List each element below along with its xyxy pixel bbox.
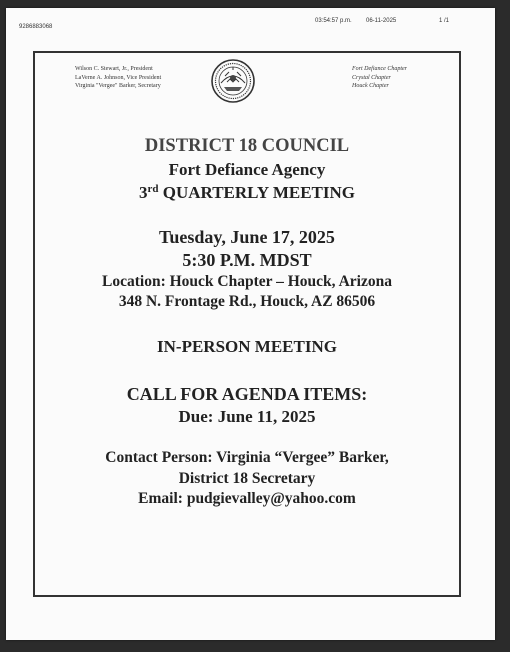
officer-vice-president: LaVerne A. Johnson, Vice President — [75, 74, 162, 81]
meeting-address: 348 N. Frontage Rd., Houck, AZ 86506 — [118, 293, 376, 310]
officer-secretary: Virginia "Vergee" Barker, Secretary — [75, 83, 161, 89]
faxed-document-page — [6, 8, 495, 640]
fax-page-count: 1 /1 — [439, 18, 450, 24]
chapters-list — [352, 65, 407, 91]
chapter-houck: Houck Chapter — [352, 83, 389, 89]
council-title: DISTRICT 18 COUNCIL — [144, 136, 350, 156]
meeting-title — [35, 181, 459, 204]
meeting-time: 5:30 P.M. MDST — [182, 250, 312, 270]
meeting-name: QUARTERLY MEETING — [158, 183, 355, 202]
fax-header-line — [6, 18, 495, 30]
meeting-date: Tuesday, June 17, 2025 — [159, 227, 335, 247]
contact-person: Contact Person: Virginia “Vergee” Barker, — [105, 449, 389, 466]
meeting-notice-body — [35, 135, 459, 510]
meeting-ordinal: 3 — [138, 183, 148, 202]
chapter-fort-defiance: Fort Defiance Chapter — [352, 66, 407, 72]
notice-border-frame — [33, 51, 461, 597]
contact-role: District 18 Secretary — [178, 469, 316, 487]
officer-president: Wilson C. Stewart, Jr., President — [75, 66, 153, 72]
officers-list — [75, 65, 161, 91]
agency-title: Fort Defiance Agency — [168, 160, 326, 179]
fax-number: 9286883068 — [19, 24, 53, 30]
fax-date: 06-11-2025 — [366, 18, 397, 24]
agenda-due-date: Due: June 11, 2025 — [178, 407, 316, 426]
meeting-ordinal-suffix: rd — [147, 183, 159, 195]
fax-time: 03:54:57 p.m. — [315, 18, 352, 24]
contact-email: Email: pudgievalley@yahoo.com — [138, 490, 356, 507]
navajo-nation-seal-icon — [211, 59, 255, 103]
agenda-call-heading: CALL FOR AGENDA ITEMS: — [126, 384, 368, 404]
meeting-location: Location: Houck Chapter – Houck, Arizona — [102, 273, 392, 290]
chapter-crystal: Crystal Chapter — [352, 74, 391, 81]
meeting-format: IN-PERSON MEETING — [157, 337, 337, 356]
